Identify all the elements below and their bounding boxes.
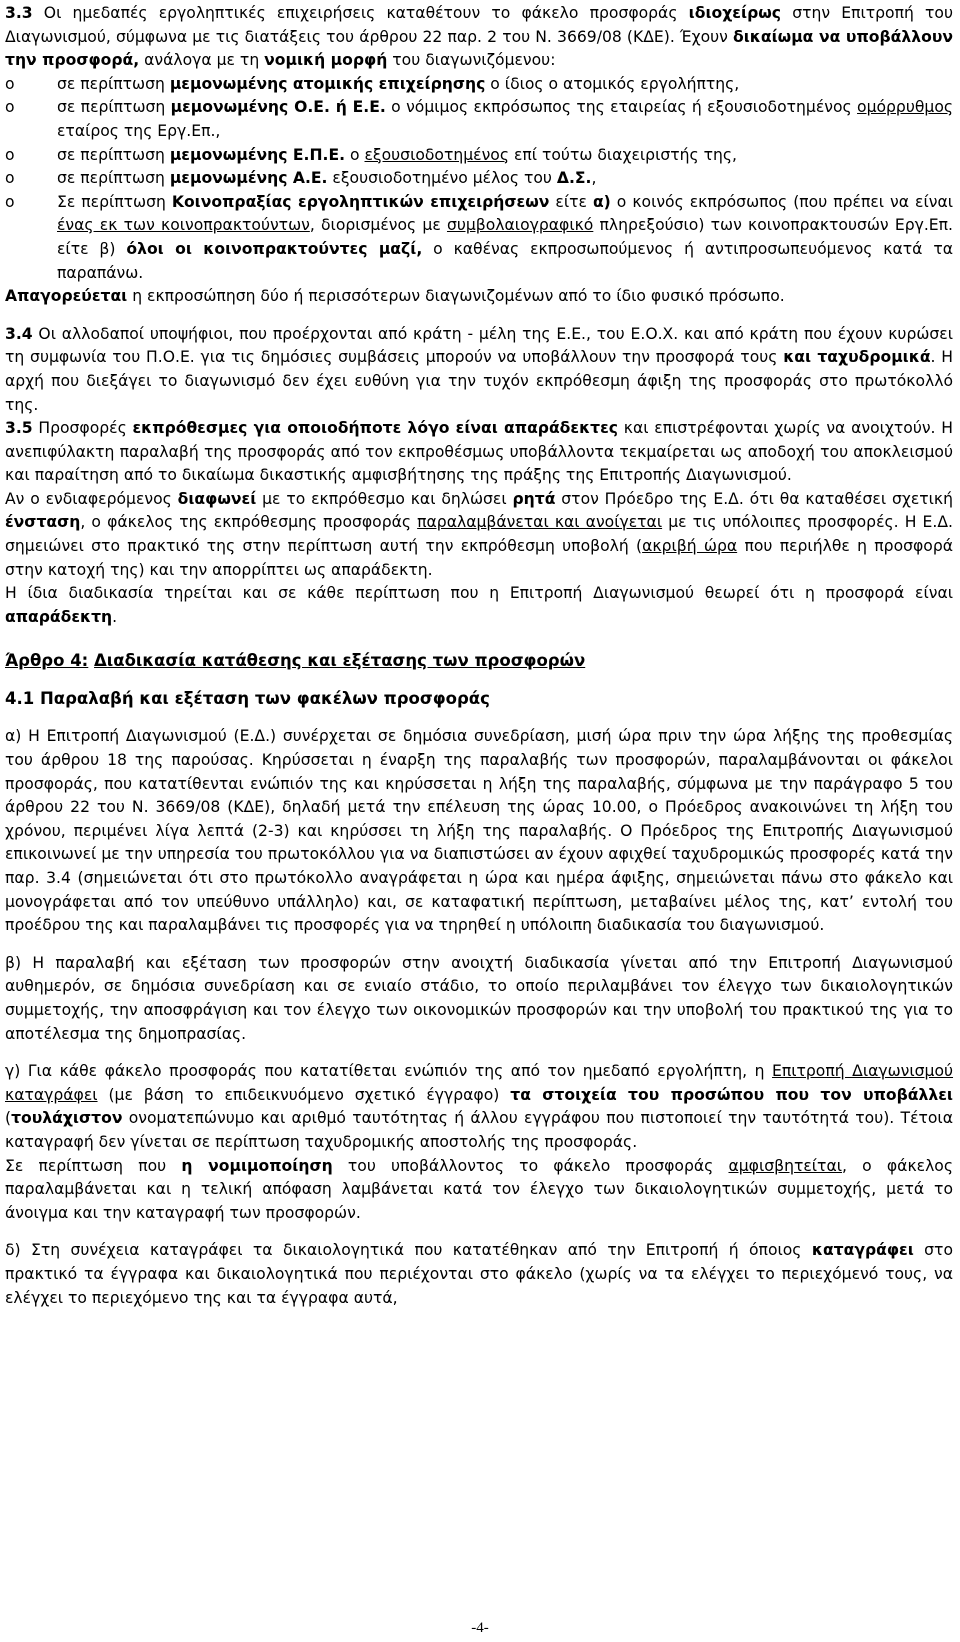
text: . <box>112 607 118 626</box>
bold-text: Απαγορεύεται <box>5 287 128 306</box>
underlined-text: συμβολαιογραφικό <box>446 216 594 235</box>
section-number: 3.5 <box>5 419 33 438</box>
list-item <box>5 96 953 143</box>
text: Οι ημεδαπές εργοληπτικές επιχειρήσεις καταθέτουν το φάκελο προσφοράς <box>32 4 689 22</box>
bold-text: όλοι οι κοινοπρακτούντες μαζί, <box>126 239 423 258</box>
underlined-text: ακριβή ώρα <box>642 537 738 556</box>
text: του διαγωνιζόμενου: <box>387 51 556 70</box>
text: ονοματεπώνυμο και αριθμό ταυτότητας ή άλλου εγγράφου που πιστοποιεί την ταυτότητά του). Τέτοια καταγραφή δεν γίνεται σε περίπτωση ταχυδρομικής αποστολής της προσφοράς. <box>5 1109 953 1151</box>
spacer <box>5 711 953 725</box>
text: είτε <box>549 192 593 211</box>
text: επί τούτω διαχειριστής της, <box>509 145 737 164</box>
sec41-paragraph-d <box>5 1239 953 1310</box>
bold-text: νομική μορφή <box>264 51 388 70</box>
text: ο <box>345 145 365 164</box>
spacer <box>5 673 953 687</box>
bold-text: μεμονωμένης Ο.Ε. ή Ε.Ε. <box>170 98 386 117</box>
text: με το εκπρόθεσμο και δηλώσει <box>256 489 513 508</box>
text: ο κοινός εκπρόσωπος (που πρέπει να είναι <box>610 192 954 211</box>
text: που περιήλθε η προσφορά στην κατοχή της) και την απορρίπτει ως απαράδεκτη. <box>5 537 954 579</box>
sec35-same-procedure <box>5 582 953 629</box>
text: , ο φάκελος παραλαμβάνεται και η τελική απόφαση λαμβάνεται κατά τον έλεγχο των δικαιολογητικών συμμετοχής, μετά το άνοιγμα και την καταγραφή των προσφορών. <box>5 1156 953 1222</box>
bold-text: δικαίωμα να υποβάλλουν την προσφορά, <box>5 27 953 70</box>
page-number: -4- <box>471 1620 489 1636</box>
list-item <box>5 144 953 168</box>
bold-text: Δ.Σ. <box>556 169 592 188</box>
text: . Η αρχή που διεξάγει το διαγωνισμό δεν έχει ευθύνη για την τυχόν εκπρόθεσμη άφιξη της προσφοράς στο πρωτόκολλό της. <box>5 348 954 414</box>
bold-text: μεμονωμένης Α.Ε. <box>169 169 328 188</box>
bullet-icon: o <box>5 169 15 188</box>
sec34-paragraph <box>5 323 953 417</box>
underlined-text: Επιτροπή Διαγωνισμού καταγράφει <box>5 1062 954 1104</box>
spacer <box>5 629 953 649</box>
bullet-icon: o <box>5 192 15 211</box>
underlined-text: ένας εκ των κοινοπρακτούντων <box>57 216 310 235</box>
text: σε περίπτωση <box>57 145 170 164</box>
spacer <box>5 938 953 952</box>
list-item <box>5 73 953 97</box>
section-number: 3.4 <box>5 324 33 343</box>
text: του υποβάλλοντος το φάκελο προσφοράς <box>332 1156 729 1175</box>
text: πληρεξούσιο) των κοινοπρακτουσών Εργ.Επ. είτε β) <box>57 216 953 258</box>
text: ο ίδιος ο ατομικός εργολήπτης, <box>485 74 740 93</box>
underlined-text: αμφισβητείται <box>728 1156 843 1175</box>
bold-text: ρητά <box>512 489 556 508</box>
bold-text: και ταχυδρομικά <box>783 348 931 367</box>
article-title: Διαδικασία κατάθεσης και εξέτασης των προσφορών <box>94 651 586 671</box>
text: Προσφορές <box>32 419 133 438</box>
bold-text: απαράδεκτη <box>5 607 113 626</box>
list-item <box>5 167 953 191</box>
spacer <box>5 1046 953 1060</box>
bold-text: τουλάχιστον <box>11 1109 123 1128</box>
sec33-intro <box>5 2 953 73</box>
bullet-icon: o <box>5 98 15 117</box>
section-41-heading: 4.1 Παραλαβή και εξέταση των φακέλων προσφοράς <box>5 689 490 709</box>
article-label: Άρθρο 4: <box>5 651 89 671</box>
text: (με βάση το επιδεικνυόμενο σχετικό έγγραφο) <box>97 1085 511 1104</box>
bold-text: η νομιμοποίηση <box>181 1156 333 1175</box>
text: σε περίπτωση <box>57 98 171 117</box>
bullet-icon: o <box>5 74 15 93</box>
sec35-paragraph <box>5 417 953 488</box>
text: Αν ο ενδιαφερόμενος <box>5 489 178 508</box>
article-4-heading <box>5 649 953 673</box>
sec41-paragraph-legitimation <box>5 1155 953 1226</box>
text: ο νόμιμος εκπρόσωπος της εταιρείας ή εξουσιοδοτημένος <box>385 98 858 117</box>
text: , <box>591 169 597 188</box>
text: σε περίπτωση <box>57 169 170 188</box>
legal-form-list <box>5 73 953 285</box>
underlined-text: παραλαμβάνεται και ανοίγεται <box>417 513 663 532</box>
text: Σε περίπτωση που <box>5 1156 182 1175</box>
text: γ) Για κάθε φάκελο προσφοράς που κατατίθεται ενώπιόν της από τον ημεδαπό εργολήπτη, η <box>5 1062 772 1081</box>
bold-text: καταγράφει <box>811 1241 914 1260</box>
bold-text: ιδιοχείρως <box>688 4 782 22</box>
bullet-icon: o <box>5 145 15 164</box>
bold-text: α) <box>592 192 611 211</box>
text: εξουσιοδοτημένο μέλος του <box>327 169 557 188</box>
bold-text: ένσταση <box>5 513 81 532</box>
text: και επιστρέφονται χωρίς να ανοιχτούν. Η ανεπιφύλακτη παραλαβή της προσφοράς από τον εκπροθέσμως υποβάλλοντα τεκμαίρεται ως αποδοχή του αποκλεισμού και παραίτηση από το δικαίωμα δικαστικής αμφισβήτησης της πράξης της Επιτροπής Διαγωνισμού. <box>5 419 953 485</box>
text: ( <box>5 1109 12 1128</box>
text: η εκπροσώπηση δύο ή περισσότερων διαγωνιζομένων από το ίδιο φυσικό πρόσωπο. <box>127 287 785 306</box>
bold-text: Κοινοπραξίας εργοληπτικών επιχειρήσεων <box>171 192 550 211</box>
text: στην Επιτροπή του Διαγωνισμού, σύμφωνα με τις διατάξεις του άρθρου 22 παρ. 2 του Ν. 3669/08 (ΚΔΕ). Έχουν <box>5 4 953 46</box>
spacer <box>5 309 953 323</box>
bold-text: μεμονωμένης Ε.Π.Ε. <box>169 145 346 164</box>
bold-text: διαφωνεί <box>177 489 257 508</box>
text: , ο φάκελος της εκπρόθεσμης προσφοράς <box>80 513 418 532</box>
text: στον Πρόεδρο της Ε.Δ. ότι θα καταθέσει σχετική <box>555 489 954 508</box>
text: ανάλογα με τη <box>139 51 265 70</box>
underlined-text: ομόρρυθμος <box>857 98 954 117</box>
bold-text: εκπρόθεσμες για οποιοδήποτε λόγο είναι απαράδεκτες <box>132 419 619 438</box>
bold-text: τα στοιχεία του προσώπου που τον υποβάλλει <box>510 1085 953 1104</box>
list-item <box>5 191 953 285</box>
section-number: 3.3 <box>5 4 33 22</box>
text: , διορισμένος με <box>309 216 447 235</box>
spacer <box>5 1225 953 1239</box>
sec41-paragraph-a: α) Η Επιτροπή Διαγωνισμού (Ε.Δ.) συνέρχεται σε δημόσια συνεδρίαση, μισή ώρα πριν την ώρα λήξης της προθεσμίας του άρθρου 18 της παρούσας. Κηρύσσεται η έναρξη της παραλαβής των προσφορών, παραλαμβάνονται οι φάκελοι προσφοράς, που κατατίθενται ενώπιόν της και κηρύσσεται η λήξη της παραλαβής, σύμφωνα με την παράγραφο 5 του άρθρου 22 του Ν. 3669/08 (ΚΔΕ), δηλαδή μετά την επέλευση της ώρας 10.00, ο Πρόεδρος ανακοινώνει τη λήξη του χρόνου, περιμένει λίγα λεπτά (2-3) και κηρύσσει τη λήξη της παραλαβής. Ο Πρόεδρος της Επιτροπής Διαγωνισμού επικοινωνεί με την υπηρεσία του πρωτοκόλλου για να διαπιστώσει αν έχουν αφιχθεί ταχυδρομικώς προσφορές κατά την παρ. 3.4 (σημειώνεται ότι στο πρωτόκολλο αναγράφεται η ώρα και ημέρα άφιξης, σημειώνεται πάνω στο φάκελο και μονογράφεται από τον υπεύθυνο υπάλληλο) και, σε καταφατική περίπτωση, μεταβαίνει μέλος της, κατ’ εντολή του προέδρου της και παραλαμβάνει τις προσφορές για να τηρηθεί η υπόλοιπη διαδικασία του διαγωνισμού. <box>5 727 953 935</box>
text: εταίρος της Εργ.Επ., <box>57 121 221 140</box>
text: ο καθένας εκπροσωπούμενος ή αντιπροσωπευόμενος κατά τα παραπάνω. <box>57 239 954 282</box>
text: δ) Στη συνέχεια καταγράφει τα δικαιολογητικά που κατατέθηκαν από την Επιτροπή ή όποιος <box>5 1241 812 1260</box>
text: στο πρακτικό τα έγγραφα και δικαιολογητικά που περιέχονται στο φάκελο (χωρίς να τα ελέγχει το περιεχόμενό τους, να ελέγχει το περιεχόμενο της και τα έγγραφα αυτά, <box>5 1241 953 1307</box>
text: σε περίπτωση <box>57 74 170 93</box>
sec35-objection-paragraph <box>5 488 953 582</box>
sec41-paragraph-b: β) Η παραλαβή και εξέταση των προσφορών στην ανοιχτή διαδικασία γίνεται από την Επιτροπή Διαγωνισμού αυθημερόν, σε δημόσια συνεδρίαση και σε ενιαίο στάδιο, το οποίο περιλαμβάνει τον έλεγχο των δικαιολογητικών συμμετοχής, την αποσφράγιση και τον έλεγχο των οικονομικών προσφορών και την υποβολή του πρακτικού της για το αποτέλεσμα της δημοπρασίας. <box>5 953 953 1043</box>
bold-text: μεμονωμένης ατομικής επιχείρησης <box>169 74 486 93</box>
text: Σε περίπτωση <box>57 192 172 211</box>
text: Η ίδια διαδικασία τηρείται και σε κάθε περίπτωση που η Επιτροπή Διαγωνισμού θεωρεί ότι η προσφορά είναι <box>5 584 953 603</box>
text: Οι αλλοδαποί υποψήφιοι, που προέρχονται από κράτη - μέλη της Ε.Ε., του Ε.Ο.Χ. και από κράτη που έχουν κυρώσει τη συμφωνία του Π.Ο.Ε. για τις δημόσιες συμβάσεις μπορούν να υποβάλλουν την προσφορά τους <box>5 324 953 367</box>
text: με τις υπόλοιπες προσφορές. Η Ε.Δ. σημειώνει στο πρακτικό της στην περίπτωση αυτή την εκπρόθεσμη υποβολή ( <box>5 513 953 556</box>
sec33-prohibition <box>5 285 953 309</box>
sec41-paragraph-c <box>5 1060 953 1154</box>
underlined-text: εξουσιοδοτημένος <box>364 145 509 164</box>
